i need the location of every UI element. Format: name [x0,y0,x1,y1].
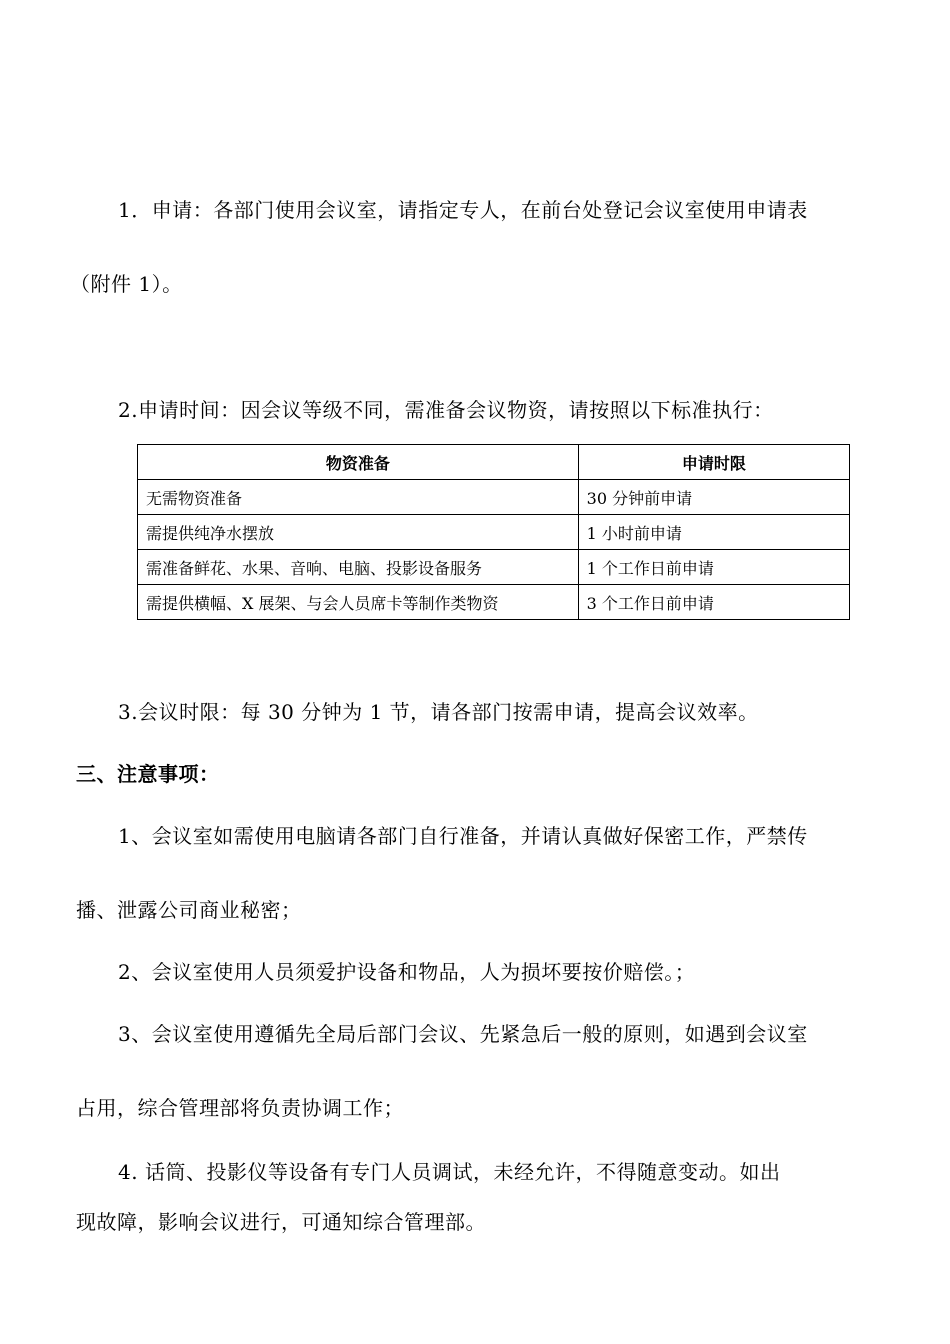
table-header-materials: 物资准备 [138,445,579,480]
table-header-row [138,445,850,480]
table-cell-deadline: 30 分钟前申请 [578,480,849,515]
table-cell-deadline: 3 个工作日前申请 [578,585,849,620]
table-row [138,515,850,550]
note-1-line-1: 1、会议室如需使用电脑请各部门自行准备，并请认真做好保密工作，严禁传 [118,824,808,848]
table-cell-deadline: 1 小时前申请 [578,515,849,550]
note-2: 2、会议室使用人员须爱护设备和物品，人为损坏要按价赔偿。； [118,960,696,984]
table-cell-materials: 无需物资准备 [138,480,579,515]
application-item-1-line-1: 1．申请：各部门使用会议室，请指定专人，在前台处登记会议室使用申请表 [118,198,808,222]
table-header-deadline: 申请时限 [578,445,849,480]
note-1-line-2: 播、泄露公司商业秘密； [76,898,302,922]
application-time-item-2: 2.申请时间：因会议等级不同，需准备会议物资，请按照以下标准执行： [118,398,774,422]
table-row [138,550,850,585]
table-cell-materials: 需提供横幅、X 展架、与会人员席卡等制作类物资 [138,585,579,620]
table-cell-deadline: 1 个工作日前申请 [578,550,849,585]
materials-deadline-table [137,444,850,620]
note-3-line-2: 占用，综合管理部将负责协调工作； [76,1096,404,1120]
table-row [138,585,850,620]
note-4-line-2: 现故障，影响会议进行，可通知综合管理部。 [76,1210,486,1234]
note-4-line-1: 4. 话筒、投影仪等设备有专门人员调试，未经允许，不得随意变动。如出 [118,1160,781,1184]
meeting-duration-item-3: 3.会议时限：每 30 分钟为 1 节，请各部门按需申请，提高会议效率。 [118,700,759,724]
note-3-line-1: 3、会议室使用遵循先全局后部门会议、先紧急后一般的原则，如遇到会议室 [118,1022,808,1046]
table-row [138,480,850,515]
table-cell-materials: 需准备鲜花、水果、音响、电脑、投影设备服务 [138,550,579,585]
table-cell-materials: 需提供纯净水摆放 [138,515,579,550]
section-heading-notes: 三、注意事项： [76,762,220,786]
application-item-1-line-2: （附件 1）。 [70,272,183,296]
